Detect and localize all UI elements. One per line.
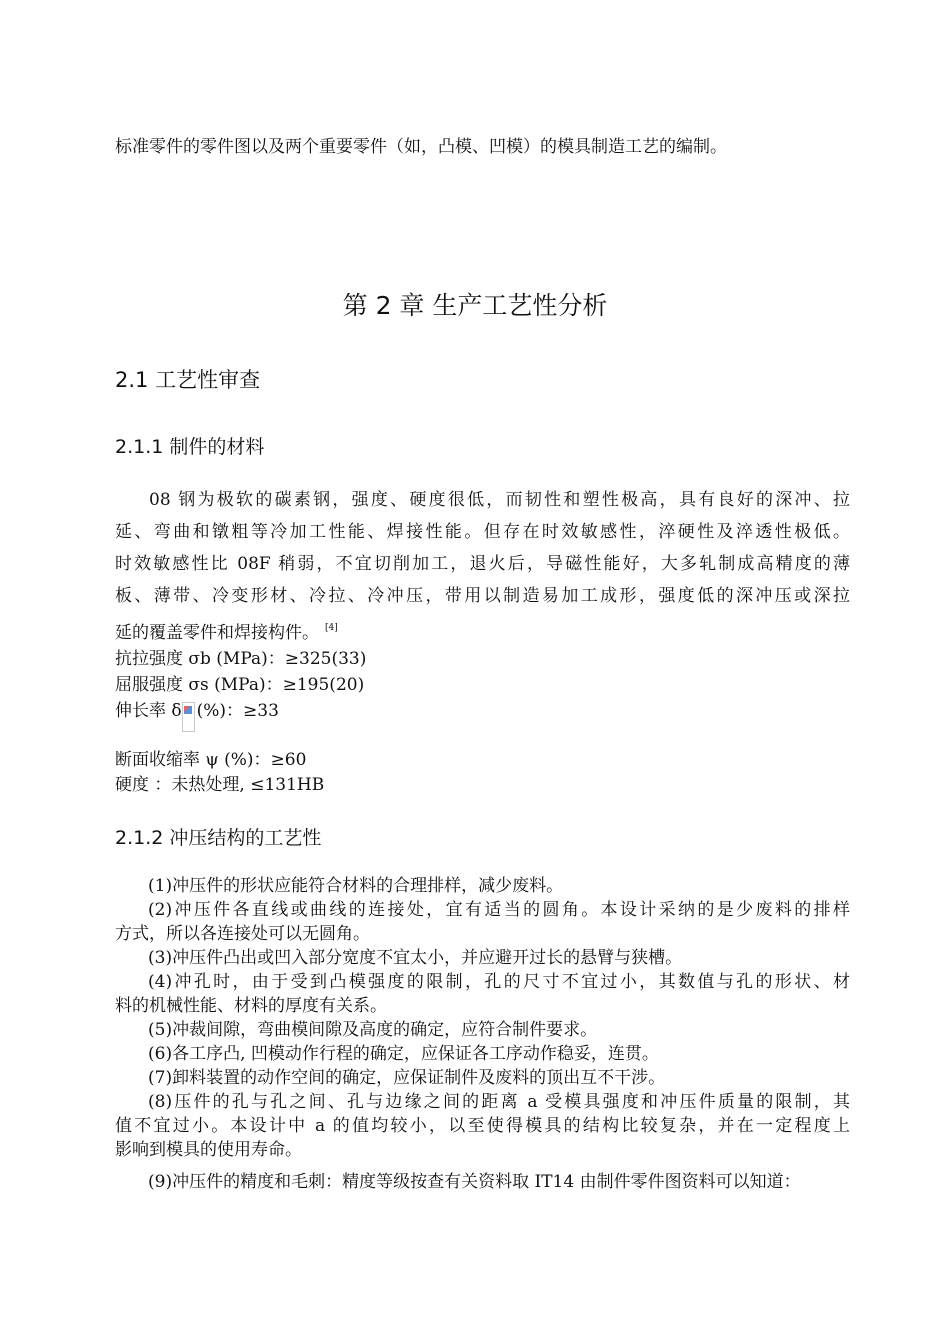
list-item: [115, 874, 850, 898]
elongation: [115, 696, 279, 732]
broken-image-icon: [182, 702, 195, 732]
list-item: [115, 1090, 850, 1162]
list-item-line: 方式，所以各连接处可以无圆角。: [115, 924, 370, 944]
list-item: [115, 1170, 850, 1194]
hardness: 硬度 ：未热处理, ≤131HB: [115, 775, 325, 795]
chapter-title: 第 2 章 生产工艺性分析: [342, 291, 608, 320]
list-item-line: 料的机械性能、材料的厚度有关系。: [115, 996, 387, 1016]
citation-reference[interactable]: [4]: [325, 623, 338, 633]
section-heading-2-1-2: 2.1.2 冲压结构的工艺性: [115, 827, 322, 849]
structure-list: [115, 874, 850, 1194]
list-item: [115, 898, 850, 946]
tensile-strength: 抗拉强度 σb (MPa)：≥325(33): [115, 649, 367, 669]
elongation-label: 伸长率 δ: [115, 701, 182, 721]
list-item-line: (8)压件的孔与孔之间、孔与边缘之间的距离 a 受模具强度和冲压件质量的限制，其: [148, 1092, 850, 1112]
list-item-line: (1)冲压件的形状应能符合材料的合理排样，减少废料。: [148, 876, 564, 896]
list-item: [115, 1018, 850, 1042]
paragraph-line: 08 钢为极软的碳素钢，强度、硬度很低，而韧性和塑性极高，具有良好的深冲、拉: [149, 490, 850, 510]
material-paragraph: [115, 484, 850, 649]
section-heading-2-1: 2.1 工艺性审查: [115, 368, 261, 392]
list-item-line: (5)冲裁间隙，弯曲模间隙及高度的确定，应符合制件要求。: [148, 1020, 598, 1040]
list-item-line: (7)卸料装置的动作空间的确定，应保证制件及废料的顶出互不干涉。: [148, 1068, 666, 1088]
list-item: [115, 946, 850, 970]
paragraph-line-text: 延的覆盖零件和焊接构件。: [115, 623, 319, 643]
list-item-line: 值不宜过小。本设计中 a 的值均较小，以至使得模具的结构比较复杂，并在一定程度上: [115, 1116, 850, 1136]
list-item-line: (4)冲孔时，由于受到凸模强度的限制，孔的尺寸不宜过小，其数值与孔的形状、材: [148, 972, 850, 992]
list-item-line: (3)冲压件凸出或凹入部分宽度不宜太小，并应避开过长的悬臂与狭槽。: [148, 948, 683, 968]
paragraph-line: 板、薄带、冷变形材、冷拉、冷冲压，带用以制造易加工成形，强度低的深冲压或深拉: [115, 586, 850, 606]
paragraph-line: 延、弯曲和镦粗等冷加工性能、焊接性能。但存在时效敏感性，淬硬性及淬透性极低。: [115, 522, 850, 542]
list-item-line: (2)冲压件各直线或曲线的连接处，宜有适当的圆角。本设计采纳的是少废料的排样: [148, 900, 850, 920]
yield-strength: 屈服强度 σs (MPa)：≥195(20): [115, 675, 365, 695]
intro-text: 标准零件的零件图以及两个重要零件（如，凸模、凹模）的模具制造工艺的编制。: [115, 137, 727, 157]
list-item: [115, 1066, 850, 1090]
reduction-of-area: 断面收缩率 ψ (%)：≥60: [115, 750, 307, 770]
list-item: [115, 1042, 850, 1066]
section-heading-2-1-1: 2.1.1 制件的材料: [115, 436, 265, 458]
list-item-line: (6)各工序凸, 凹模动作行程的确定，应保证各工序动作稳妥，连贯。: [148, 1044, 659, 1064]
list-item-line: (9)冲压件的精度和毛刺：精度等级按查有关资料取 IT14 由制件零件图资料可以知道：: [148, 1172, 801, 1192]
list-item: [115, 970, 850, 1018]
elongation-value: (%)：≥33: [196, 701, 279, 721]
paragraph-line: 时效敏感性比 08F 稍弱，不宜切削加工，退火后，导磁性能好，大多轧制成高精度的薄: [115, 554, 850, 574]
list-item-line: 影响到模具的使用寿命。: [115, 1140, 302, 1160]
